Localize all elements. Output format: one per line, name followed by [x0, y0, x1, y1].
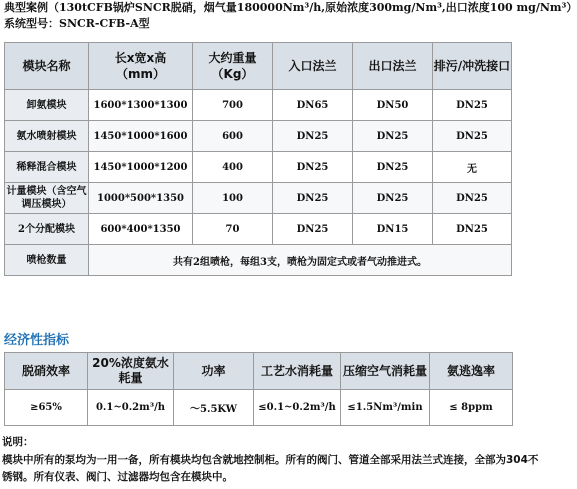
module-value-cell: DN65	[273, 90, 353, 121]
module-value-cell: 1600*1300*1300	[89, 90, 193, 121]
economic-value-cell: ≥65%	[5, 390, 88, 426]
module-value-cell: DN25	[353, 121, 433, 152]
module-value-cell: DN25	[273, 121, 353, 152]
nozzle-count-label: 喷枪数量	[5, 245, 89, 276]
table-row	[5, 121, 512, 152]
economic-header-cell: 20%浓度氨水 耗量	[88, 353, 174, 390]
economic-header-cell: 压缩空气消耗量	[341, 353, 430, 390]
module-value-cell: DN15	[353, 214, 433, 245]
economic-value-cell: 0.1~0.2m³/h	[88, 390, 174, 426]
economic-value-cell: ≤ 8ppm	[430, 390, 513, 426]
module-value-cell: 70	[193, 214, 273, 245]
table-row	[5, 183, 512, 214]
notes-line-2: 锈钢。所有仪表、阀门、过滤器均包含在模块中。	[2, 471, 233, 483]
economic-header-cell: 功率	[174, 353, 254, 390]
economic-value-cell: ～5.5KW	[174, 390, 254, 426]
module-name-cell: 稀释混合模块	[5, 152, 89, 183]
case-description: 典型案例（130tCFB锅炉SNCR脱硝，烟气量180000Nm³/h,原始浓度300mg/Nm³,出口浓度100 mg/Nm³）	[4, 1, 577, 14]
table-row	[5, 214, 512, 245]
module-value-cell: 600*400*1350	[89, 214, 193, 245]
notes-label: 说明：	[2, 436, 34, 448]
module-value-cell: 100	[193, 183, 273, 214]
module-header-cell: 排污/冲洗接口	[433, 43, 512, 90]
module-header-cell: 大约重量 （Kg）	[193, 43, 273, 90]
module-header-cell: 入口法兰	[273, 43, 353, 90]
economic-table-header	[5, 353, 513, 390]
module-value-cell: 400	[193, 152, 273, 183]
economic-header-cell: 脱硝效率	[5, 353, 88, 390]
module-value-cell: 600	[193, 121, 273, 152]
module-value-cell: DN25	[273, 183, 353, 214]
economic-table-row	[5, 390, 513, 426]
module-value-cell: 1450*1000*1200	[89, 152, 193, 183]
module-header-cell: 长x宽x高 （mm）	[89, 43, 193, 90]
module-value-cell: DN25	[273, 214, 353, 245]
module-value-cell: 700	[193, 90, 273, 121]
module-value-cell: DN50	[353, 90, 433, 121]
module-name-cell: 氨水喷射模块	[5, 121, 89, 152]
economic-table	[4, 352, 513, 426]
module-value-cell: DN25	[433, 121, 512, 152]
module-value-cell: DN25	[433, 90, 512, 121]
module-value-cell: DN25	[433, 183, 512, 214]
module-value-cell: 1000*500*1350	[89, 183, 193, 214]
system-model: 系统型号：SNCR-CFB-A型	[4, 17, 150, 30]
module-name-cell: 计量模块（含空气 调压模块）	[5, 183, 89, 214]
module-value-cell: DN25	[273, 152, 353, 183]
module-name-cell: 2个分配模块	[5, 214, 89, 245]
module-table	[4, 42, 512, 276]
module-value-cell: 1450*1000*1600	[89, 121, 193, 152]
module-header-cell: 出口法兰	[353, 43, 433, 90]
economic-value-cell: ≤1.5Nm³/min	[341, 390, 430, 426]
economic-header-cell: 工艺水消耗量	[254, 353, 341, 390]
module-value-cell: 无	[433, 152, 512, 183]
section-title: 经济性指标	[4, 333, 70, 348]
module-header-cell: 模块名称	[5, 43, 89, 90]
nozzle-count-row	[5, 245, 512, 276]
module-name-cell: 卸氨模块	[5, 90, 89, 121]
economic-value-cell: ≤0.1~0.2m³/h	[254, 390, 341, 426]
economic-header-cell: 氨逃逸率	[430, 353, 513, 390]
nozzle-count-text: 共有2组喷枪，每组3支，喷枪为固定式或者气动推进式。	[89, 245, 512, 276]
module-value-cell: DN25	[433, 214, 512, 245]
module-table-header	[5, 43, 512, 90]
module-value-cell: DN25	[353, 152, 433, 183]
table-row	[5, 90, 512, 121]
notes-line-1: 模块中所有的泵均为一用一备，所有模块均包含就地控制柜。所有的阀门、管道全部采用法兰式连接，全部为304不	[2, 454, 539, 466]
module-value-cell: DN25	[353, 183, 433, 214]
table-row	[5, 152, 512, 183]
